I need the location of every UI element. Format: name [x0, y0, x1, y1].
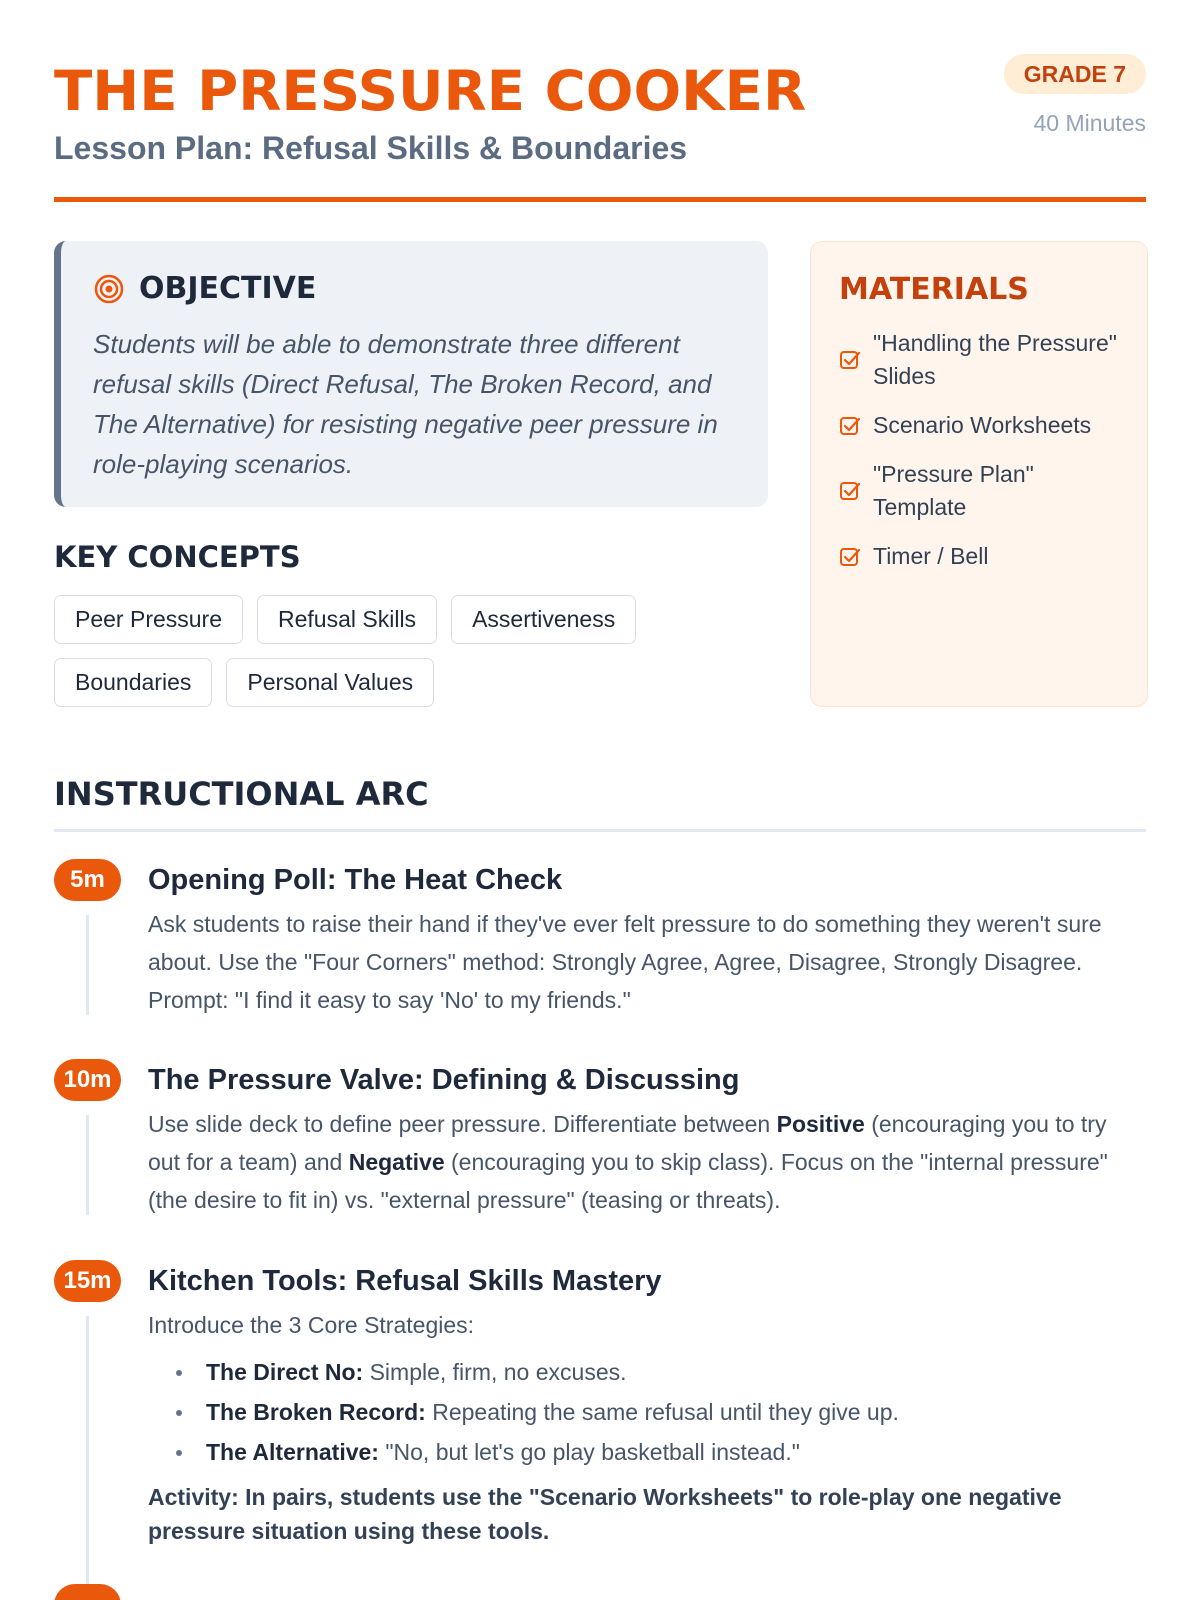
checkbox-icon — [839, 546, 861, 568]
step-text: Ask students to raise their hand if they've ever felt pressure to do something they weren't sure about. Use the "Four Corners" method: Strongly Agree, Agree, Disagree, Strongly Disagree. Prompt: "I find it easy to say 'No' to my friends." — [148, 911, 1102, 1013]
key-concepts-heading: KEY CONCEPTS — [54, 540, 301, 574]
strategy-desc: Simple, firm, no excuses. — [363, 1359, 627, 1385]
concept-tag: Refusal Skills — [257, 595, 437, 644]
objective-card — [54, 241, 768, 507]
timeline-line — [86, 915, 89, 1015]
checkbox-icon — [839, 349, 861, 371]
strategy-desc: Repeating the same refusal until they give up. — [425, 1399, 899, 1425]
strategy-desc: "No, but let's go play basketball instead." — [378, 1439, 800, 1465]
step-title: Opening Poll: The Heat Check — [148, 864, 563, 896]
materials-heading: MATERIALS — [839, 272, 1029, 307]
objective-text: Students will be able to demonstrate three different refusal skills (Direct Refusal, The Broken Record, and The Alternative) for resisting negative peer pressure in role-playing scenarios. — [93, 329, 718, 479]
step-text-bold: Positive — [776, 1111, 865, 1137]
concept-tag: Personal Values — [226, 658, 434, 707]
timeline-line — [86, 1115, 89, 1215]
key-concepts-tags — [54, 595, 674, 707]
duration-label: 40 Minutes — [1033, 110, 1146, 136]
checkbox-icon — [839, 415, 861, 437]
strategy-item — [174, 1432, 1126, 1472]
strategy-item — [174, 1392, 1126, 1432]
grade-badge: GRADE 7 — [1004, 54, 1146, 94]
page-title: THE PRESSURE COOKER — [54, 59, 807, 123]
material-item — [839, 327, 1119, 393]
divider — [54, 829, 1146, 832]
strategy-name: The Alternative: — [206, 1439, 379, 1465]
material-item — [839, 458, 1119, 524]
step-text-part: Use slide deck to define peer pressure. Differentiate between — [148, 1111, 777, 1137]
material-label: Scenario Worksheets — [873, 412, 1092, 438]
instructional-arc-heading: INSTRUCTIONAL ARC — [54, 775, 429, 813]
strategy-list — [174, 1352, 1126, 1472]
step-intro: Introduce the 3 Core Strategies: — [148, 1312, 475, 1338]
strategy-name: The Direct No: — [206, 1359, 364, 1385]
concept-tag: Assertiveness — [451, 595, 636, 644]
concept-tag: Peer Pressure — [54, 595, 243, 644]
materials-card — [810, 241, 1148, 707]
material-label: Timer / Bell — [873, 543, 989, 569]
material-label: "Pressure Plan" Template — [873, 461, 1034, 520]
time-badge: 15m — [54, 1260, 121, 1302]
strategy-name: The Broken Record: — [206, 1399, 426, 1425]
step-text — [148, 1105, 1126, 1219]
time-badge — [54, 1584, 121, 1600]
material-item — [839, 409, 1119, 442]
checkbox-icon — [839, 480, 861, 502]
step-text-part: (encouraging you to try out for a team) and — [148, 1111, 1107, 1175]
material-item — [839, 540, 1119, 573]
target-icon — [93, 273, 125, 305]
time-badge: 10m — [54, 1059, 121, 1101]
page-subtitle: Lesson Plan: Refusal Skills & Boundaries — [54, 130, 688, 166]
strategy-item — [174, 1352, 1126, 1392]
step-title: Kitchen Tools: Refusal Skills Mastery — [148, 1265, 662, 1297]
objective-heading: OBJECTIVE — [139, 271, 317, 306]
step-text-part: (encouraging you to skip class). Focus on the "internal pressure" (the desire to fit in) vs. "external pressure" (teasing or threats). — [148, 1149, 1108, 1213]
concept-tag: Boundaries — [54, 658, 212, 707]
page-header — [54, 54, 1146, 202]
timeline-line — [86, 1316, 89, 1600]
material-label: "Handling the Pressure" Slides — [873, 330, 1117, 389]
time-badge: 5m — [54, 859, 121, 901]
activity-text: Activity: In pairs, students use the "Scenario Worksheets" to role-play one negative pressure situation using these tools. — [148, 1484, 1062, 1544]
step-text-bold: Negative — [348, 1149, 445, 1175]
step-title: The Pressure Valve: Defining & Discussing — [148, 1064, 740, 1096]
